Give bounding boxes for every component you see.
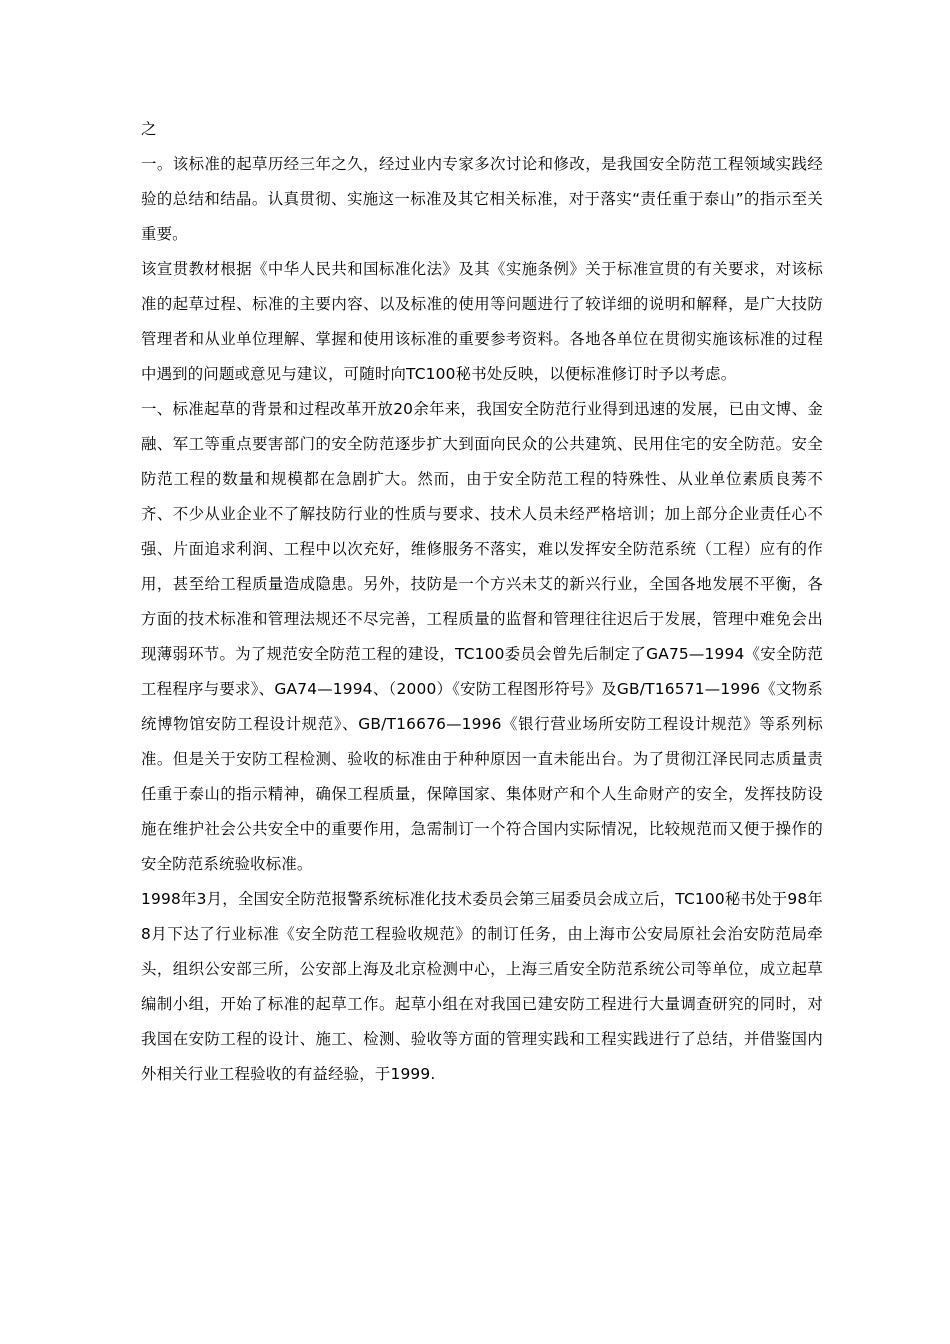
paragraph-1998-drafting-task: 1998年3月，全国安全防范报警系统标准化技术委员会第三届委员会成立后，TC100秘书处于98年8月下达了行业标准《安全防范工程验收规范》的制订任务，由上海市公安局原社会治安防范局牵头，组织公安部三所，公安部上海及北京检测中心，上海三盾安全防范系统公司等单位，成立起草编制小组，开始了标准的起草工作。起草小组在对我国已建安防工程进行大量调查研究的同时，对我国在安防工程的设计、施工、检测、验收等方面的管理实践和工程实践进行了总结，并借鉴国内外相关行业工程验收的有益经验，于1999. bbox=[141, 890, 823, 1083]
paragraph-standard-drafting-summary: 一。该标准的起草历经三年之久，经过业内专家多次讨论和修改，是我国安全防范工程领域实践经验的总结和结晶。认真贯彻、实施这一标准及其它相关标准，对于落实“责任重于泰山”的指示至关重要。 bbox=[141, 155, 823, 243]
paragraph-training-material: 该宣贯教材根据《中华人民共和国标准化法》及其《实施条例》关于标准宣贯的有关要求，对该标准的起草过程、标准的主要内容、以及标准的使用等问题进行了较详细的说明和解释，是广大技防管理者和从业单位理解、掌握和使用该标准的重要参考资料。各地各单位在贯彻实施该标准的过程中遇到的问题或意见与建议，可随时向TC100秘书处反映，以便标准修订时予以考虑。 bbox=[141, 260, 823, 383]
paragraph-fragment-top: 之 bbox=[141, 120, 157, 138]
paragraph-background-and-process: 一、标准起草的背景和过程改革开放20余年来，我国安全防范行业得到迅速的发展，已由文博、金融、军工等重点要害部门的安全防范逐步扩大到面向民众的公共建筑、民用住宅的安全防范。安全防范工程的数量和规模都在急剧扩大。然而，由于安全防范工程的特殊性、从业单位素质良莠不齐、不少从业企业不了解技防行业的性质与要求、技术人员未经严格培训；加上部分企业责任心不强、片面追求利润、工程中以次充好，维修服务不落实，难以发挥安全防范系统（工程）应有的作用，甚至给工程质量造成隐患。另外，技防是一个方兴未艾的新兴行业，全国各地发展不平衡，各方面的技术标准和管理法规还不尽完善，工程质量的监督和管理往往迟后于发展，管理中难免会出现薄弱环节。为了规范安全防范工程的建设，TC100委员会曾先后制定了GA75—1994《安全防范工程程序与要求》、GA74—1994、（2000）《安防工程图形符号》及GB/T16571—1996《文物系统博物馆安防工程设计规范》、GB/T16676—1996《银行营业场所安防工程设计规范》等系列标准。但是关于安防工程检测、验收的标准由于种种原因一直未能出台。为了贯彻江泽民同志质量责任重于泰山的指示精神，确保工程质量，保障国家、集体财产和个人生命财产的安全，发挥技防设施在维护社会公共安全中的重要作用，急需制订一个符合国内实际情况，比较规范而又便于操作的安全防范系统验收标准。 bbox=[141, 400, 823, 873]
document-page bbox=[141, 112, 823, 1092]
